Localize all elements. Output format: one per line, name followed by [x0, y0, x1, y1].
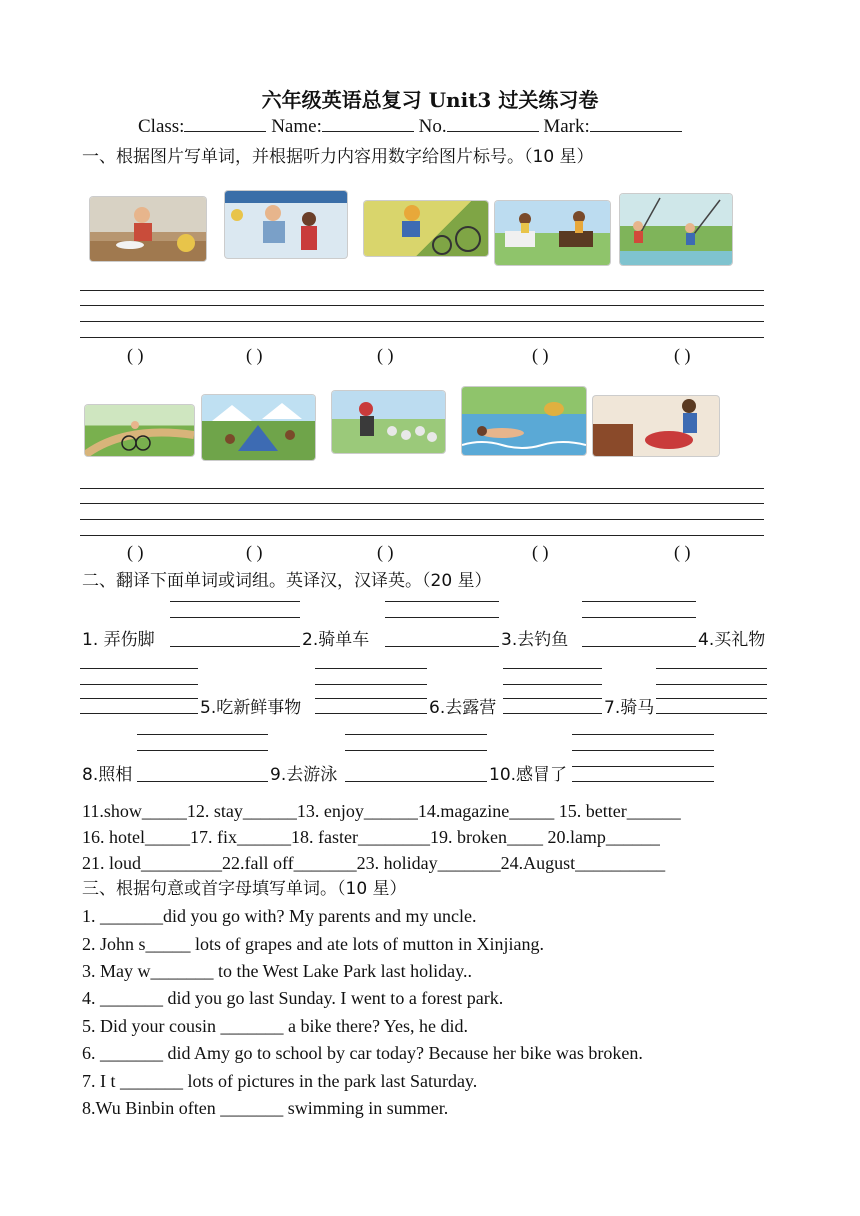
answer-line[interactable] — [656, 684, 767, 685]
writing-line[interactable] — [80, 337, 764, 338]
cycling-picture — [85, 405, 194, 456]
writing-line[interactable] — [80, 535, 764, 536]
taking-pictures-illustration — [332, 391, 445, 453]
answer-line[interactable] — [315, 668, 427, 669]
fall-off-bike-illustration — [364, 201, 488, 256]
answer-line[interactable] — [385, 646, 499, 647]
eating-picture — [90, 197, 206, 261]
fill-in-sentence: 4. _______ did you go last Sunday. I went to a forest park. — [82, 988, 504, 1008]
fill-in-sentence: 6. _______ did Amy go to school by car today? Because her bike was broken. — [82, 1043, 643, 1063]
answer-line[interactable] — [656, 698, 767, 699]
student-info-line — [138, 116, 682, 138]
translate-item: 10.感冒了 — [489, 765, 568, 785]
picture-number-blank[interactable]: ( ) — [532, 542, 549, 562]
english-word-line: 16. hotel_____17. fix______18. faster________19. broken____ 20.lamp______ — [82, 827, 660, 847]
picture-number-blank[interactable]: ( ) — [674, 542, 691, 562]
writing-line[interactable] — [80, 321, 764, 322]
answer-line[interactable] — [137, 734, 268, 735]
fill-in-sentence: 2. John s_____ lots of grapes and ate lots of mutton in Xinjiang. — [82, 934, 544, 954]
no-blank[interactable] — [447, 131, 539, 132]
washing-picture — [593, 396, 719, 456]
cycling-illustration — [85, 405, 194, 456]
answer-line[interactable] — [80, 713, 198, 714]
fill-in-sentence: 7. I t _______ lots of pictures in the park last Saturday. — [82, 1071, 478, 1091]
answer-line[interactable] — [80, 684, 198, 685]
fixing-illustration — [225, 191, 347, 258]
fill-in-sentence: 8.Wu Binbin often _______ swimming in summer. — [82, 1098, 449, 1118]
fall-off-bike-picture — [364, 201, 488, 256]
translate-item: 7.骑马 — [604, 698, 655, 718]
swimming-illustration — [462, 387, 586, 455]
answer-line[interactable] — [503, 684, 602, 685]
riding-horse-picture — [495, 201, 610, 265]
writing-line[interactable] — [80, 503, 764, 504]
answer-line[interactable] — [137, 781, 268, 782]
translate-item: 8.照相 — [82, 765, 133, 785]
section1-heading: 一、根据图片写单词，并根据听力内容用数字给图片标号。（10 星） — [82, 147, 594, 167]
writing-line[interactable] — [80, 290, 764, 291]
mark-label: Mark: — [543, 116, 590, 137]
taking-pictures-picture — [332, 391, 445, 453]
answer-line[interactable] — [572, 750, 714, 751]
english-word-line: 11.show_____12. stay______13. enjoy______14.magazine_____ 15. better______ — [82, 801, 681, 821]
picture-number-blank[interactable]: ( ) — [377, 542, 394, 562]
eating-illustration — [90, 197, 206, 261]
translate-item: 1. 弄伤脚 — [82, 630, 155, 650]
picture-number-blank[interactable]: ( ) — [532, 345, 549, 365]
translate-item: 2.骑单车 — [302, 630, 370, 650]
picture-number-blank[interactable]: ( ) — [246, 345, 263, 365]
answer-line[interactable] — [170, 617, 300, 618]
fill-in-sentence: 5. Did your cousin _______ a bike there? Yes, he did. — [82, 1016, 468, 1036]
answer-line[interactable] — [170, 646, 300, 647]
answer-line[interactable] — [315, 684, 427, 685]
mark-blank[interactable] — [590, 131, 682, 132]
answer-line[interactable] — [582, 601, 696, 602]
writing-line[interactable] — [80, 519, 764, 520]
picture-number-blank[interactable]: ( ) — [674, 345, 691, 365]
answer-line[interactable] — [170, 601, 300, 602]
riding-horse-illustration — [495, 201, 610, 265]
answer-line[interactable] — [80, 668, 198, 669]
fishing-picture — [620, 194, 732, 265]
answer-line[interactable] — [572, 766, 714, 767]
answer-line[interactable] — [385, 601, 499, 602]
translate-item: 5.吃新鲜事物 — [200, 698, 302, 718]
camping-illustration — [202, 395, 315, 460]
picture-number-blank[interactable]: ( ) — [246, 542, 263, 562]
class-blank[interactable] — [184, 131, 266, 132]
fishing-illustration — [620, 194, 732, 265]
fill-in-sentence: 3. May w_______ to the West Lake Park last holiday.. — [82, 961, 472, 981]
translate-item: 4.买礼物 — [698, 630, 766, 650]
answer-line[interactable] — [572, 781, 714, 782]
washing-illustration — [593, 396, 719, 456]
fill-in-sentence: 1. _______did you go with? My parents and my uncle. — [82, 906, 477, 926]
picture-number-blank[interactable]: ( ) — [127, 345, 144, 365]
translate-item: 6.去露营 — [429, 698, 497, 718]
translate-item: 9.去游泳 — [270, 765, 338, 785]
answer-line[interactable] — [503, 668, 602, 669]
answer-line[interactable] — [656, 713, 767, 714]
translate-item: 3.去钓鱼 — [501, 630, 569, 650]
swimming-picture — [462, 387, 586, 455]
answer-line[interactable] — [345, 781, 487, 782]
answer-line[interactable] — [503, 713, 602, 714]
answer-line[interactable] — [582, 617, 696, 618]
answer-line[interactable] — [656, 668, 767, 669]
answer-line[interactable] — [582, 646, 696, 647]
answer-line[interactable] — [315, 713, 427, 714]
answer-line[interactable] — [345, 750, 487, 751]
section3-heading: 三、根据句意或首字母填写单词。（10 星） — [82, 879, 407, 899]
writing-line[interactable] — [80, 488, 764, 489]
english-word-line: 21. loud_________22.fall off_______23. holiday_______24.August__________ — [82, 853, 666, 873]
name-label: Name: — [271, 116, 322, 137]
page-title: 六年级英语总复习 Unit3 过关练习卷 — [261, 88, 599, 112]
picture-number-blank[interactable]: ( ) — [377, 345, 394, 365]
camping-picture — [202, 395, 315, 460]
answer-line[interactable] — [345, 734, 487, 735]
answer-line[interactable] — [503, 698, 602, 699]
answer-line[interactable] — [385, 617, 499, 618]
answer-line[interactable] — [137, 750, 268, 751]
section2-heading: 二、翻译下面单词或词组。英译汉，汉译英。（20 星） — [82, 571, 492, 591]
no-label: No. — [418, 116, 447, 137]
class-label: Class: — [138, 116, 185, 137]
answer-line[interactable] — [572, 734, 714, 735]
answer-line[interactable] — [315, 698, 427, 699]
writing-line[interactable] — [80, 305, 764, 306]
picture-number-blank[interactable]: ( ) — [127, 542, 144, 562]
name-blank[interactable] — [322, 131, 414, 132]
fixing-picture — [225, 191, 347, 258]
answer-line[interactable] — [80, 698, 198, 699]
